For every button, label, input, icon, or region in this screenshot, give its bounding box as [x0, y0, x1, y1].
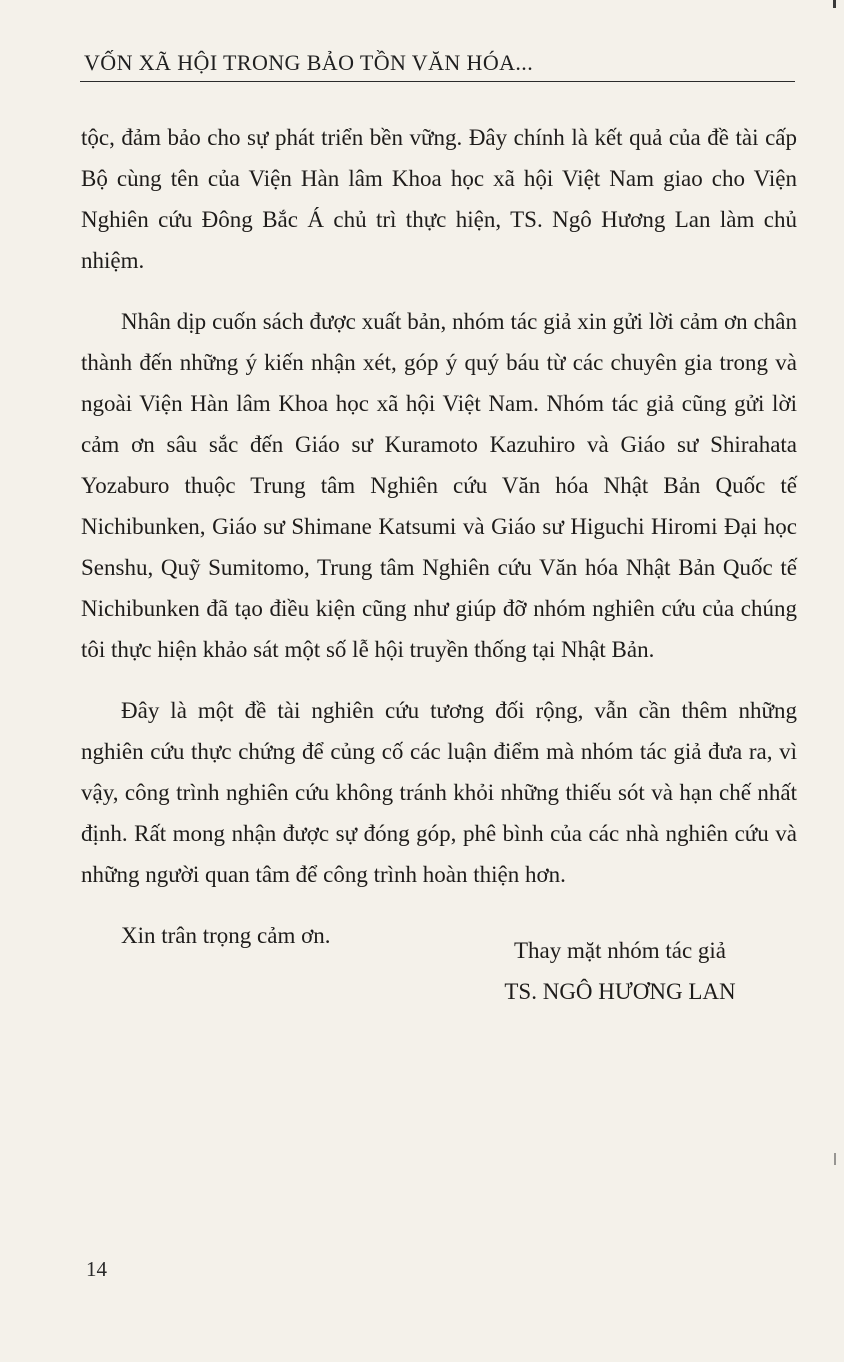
page-edge-mark	[833, 0, 836, 8]
paragraph-gap	[81, 895, 797, 915]
running-header: VỐN XÃ HỘI TRONG BẢO TỒN VĂN HÓA...	[84, 50, 534, 75]
paragraph-closing: Xin trân trọng cảm ơn.	[121, 923, 331, 948]
paragraph-continuation: tộc, đảm bảo cho sự phát triển bền vững. Đây chính là kết quả của đề tài cấp Bộ cùng tên của Viện Hàn lâm Khoa học xã hội Việt Nam giao cho Viện Nghiên cứu Đông Bắc Á chủ trì thực hiện, TS. Ngô Hương Lan làm chủ nhiệm.	[81, 125, 797, 273]
signature-role: Thay mặt nhóm tác giả	[513, 938, 727, 963]
signature-name: TS. NGÔ HƯƠNG LAN	[504, 979, 736, 1004]
header-rule	[80, 81, 795, 82]
paragraph-gap	[81, 281, 797, 301]
paragraph-gap	[81, 670, 797, 690]
body-text	[81, 117, 797, 956]
signature-block	[500, 930, 740, 1012]
paragraph-acknowledgements: Nhân dịp cuốn sách được xuất bản, nhóm tác giả xin gửi lời cảm ơn chân thành đến những ý kiến nhận xét, góp ý quý báu từ các chuyên gia trong và ngoài Viện Hàn lâm Khoa học xã hội Việt Nam. Nhóm tác giả cũng gửi lời cảm ơn sâu sắc đến Giáo sư Kuramoto Kazuhiro và Giáo sư Shirahata Yozaburo thuộc Trung tâm Nghiên cứu Văn hóa Nhật Bản Quốc tế Nichibunken, Giáo sư Shimane Katsumi và Giáo sư Higuchi Hiromi Đại học Senshu, Quỹ Sumitomo, Trung tâm Nghiên cứu Văn hóa Nhật Bản Quốc tế Nichibunken đã tạo điều kiện cũng như giúp đỡ nhóm nghiên cứu của chúng tôi thực hiện khảo sát một số lễ hội truyền thống tại Nhật Bản.	[81, 309, 797, 662]
page-number: 14	[86, 1257, 107, 1281]
page-edge-mark	[834, 1153, 836, 1165]
paragraph-limitations: Đây là một đề tài nghiên cứu tương đối rộng, vẫn cần thêm những nghiên cứu thực chứng để củng cố các luận điểm mà nhóm tác giả đưa ra, vì vậy, công trình nghiên cứu không tránh khỏi những thiếu sót và hạn chế nhất định. Rất mong nhận được sự đóng góp, phê bình của các nhà nghiên cứu và những người quan tâm để công trình hoàn thiện hơn.	[81, 698, 797, 887]
